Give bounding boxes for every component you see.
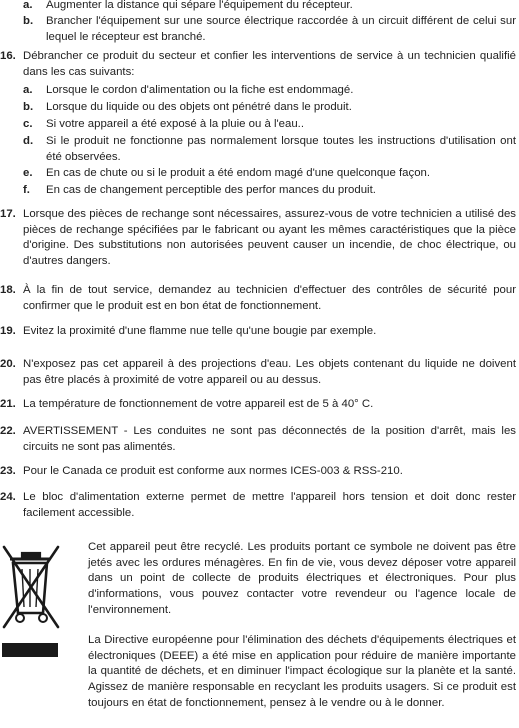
list-item-letter: a. bbox=[23, 84, 33, 96]
list-item-letter: d. bbox=[23, 135, 34, 147]
item-text: Débrancher ce produit du secteur et confier les interventions de service à un technicien qualifié dans les cas suivants: bbox=[23, 50, 516, 78]
list-item-letter: c. bbox=[23, 118, 33, 130]
list-item-letter: f. bbox=[23, 184, 30, 196]
item-number: 18. bbox=[0, 284, 16, 296]
item-text: La température de fonctionnement de votre appareil est de 5 à 40° C. bbox=[23, 398, 374, 410]
list-item-letter: a. bbox=[23, 0, 33, 11]
list-item-text: Si le produit ne fonctionne pas normalement lorsque toutes les instructions d'utilisation ont été observées. bbox=[46, 135, 516, 163]
item-number: 16. bbox=[0, 50, 16, 62]
crossed-out-wheelie-bin-icon bbox=[0, 545, 62, 659]
item-text: Le bloc d'alimentation externe permet de mettre l'appareil hors tension et doit donc rester facilement accessible. bbox=[23, 491, 516, 519]
list-item-letter: b. bbox=[23, 15, 34, 27]
list-item-text: En cas de chute ou si le produit a été endom magé d'une quelconque façon. bbox=[46, 167, 431, 179]
list-item-letter: e. bbox=[23, 167, 33, 179]
list-item-text: En cas de changement perceptible des perfor mances du produit. bbox=[46, 184, 376, 196]
weee-directive-paragraph: La Directive européenne pour l'élimination des déchets d'équipements électriques et électroniques (DEEE) a été mise en application pour réduire de manière importante la quantité de déchets, et en diminuer l'impact écologique sur la planète et la santé. Agissez de manière responsable en recyclant les produits usagers. Si ce produit est toujours en état de fonctionnement, pensez à le vendre ou à le donner. bbox=[88, 634, 516, 709]
list-item-text: Si votre appareil a été exposé à la pluie ou à l'eau.. bbox=[46, 118, 305, 130]
item-number: 19. bbox=[0, 325, 16, 337]
item-text: À la fin de tout service, demandez au technicien d'effectuer des contrôles de sécurité pour confirmer que le produit est en bon état de fonctionnement. bbox=[23, 284, 516, 312]
list-item-text: Brancher l'équipement sur une source électrique raccordée à un circuit différent de celui sur lequel le récepteur est branché. bbox=[46, 15, 516, 43]
item-text: Evitez la proximité d'une flamme nue telle qu'une bougie par exemple. bbox=[23, 325, 377, 337]
item-text: AVERTISSEMENT - Les conduites ne sont pas déconnectés de la position d'arrêt, mais les circuits ne sont pas alimentés. bbox=[23, 425, 516, 453]
item-number: 20. bbox=[0, 358, 16, 370]
list-item-text: Lorsque le cordon d'alimentation ou la fiche est endommagé. bbox=[46, 84, 354, 96]
list-item-text: Lorsque du liquide ou des objets ont pénétré dans le produit. bbox=[46, 101, 352, 113]
list-item-text: Augmenter la distance qui sépare l'équipement du récepteur. bbox=[46, 0, 353, 11]
item-text: N'exposez pas cet appareil à des projections d'eau. Les objets contenant du liquide ne doivent pas être placés à proximité de votre appareil ou au dessus. bbox=[23, 358, 516, 386]
item-number: 24. bbox=[0, 491, 16, 503]
item-number: 22. bbox=[0, 425, 16, 437]
item-number: 23. bbox=[0, 465, 16, 477]
recycling-paragraph: Cet appareil peut être recyclé. Les produits portant ce symbole ne doivent pas être jetés avec les ordures ménagères. En fin de vie, vous devez déposer votre appareil dans un point de collecte de produits électriques et électroniques. Pour plus d'informations, vous pouvez contacter votre revendeur ou l'agence locale de l'environnement. bbox=[88, 541, 516, 616]
item-text: Lorsque des pièces de rechange sont nécessaires, assurez-vous de votre technicien a utilisé des pièces de rechange spécifiées par le fabricant ou ayant les mêmes caractéristiques que la pièce d'origine. Des substitutions non autorisées peuvent causer un incendie, de choc électrique, ou d'autres dangers. bbox=[23, 208, 516, 268]
item-number: 17. bbox=[0, 208, 16, 220]
list-item-letter: b. bbox=[23, 101, 34, 113]
item-number: 21. bbox=[0, 398, 16, 410]
item-text: Pour le Canada ce produit est conforme aux normes ICES-003 & RSS-210. bbox=[23, 465, 403, 477]
